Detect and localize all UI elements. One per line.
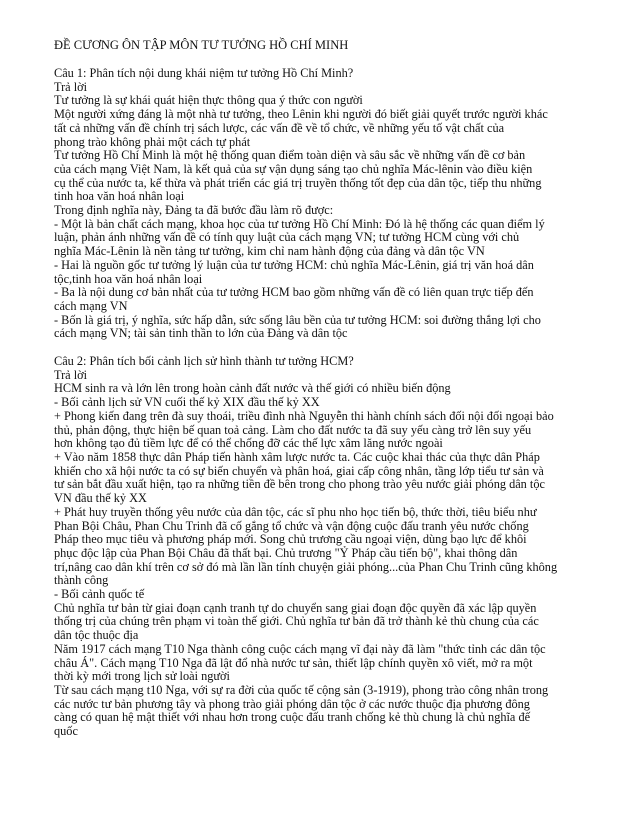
- text-line: Chủ nghĩa tư bản từ giai đoạn cạnh tranh tự do chuyển sang giai đoạn độc quyền đã xác lập quyền: [54, 600, 537, 615]
- text-line: trí,nâng cao dân khí trên cơ sở đó mà lần lần tính chuyện giải phóng...của Phan Chu Trinh cũng không: [54, 559, 558, 574]
- text-line: - Một là bản chất cách mạng, khoa học của tư tưởng Hồ Chí Minh: Đó là hệ thống các quan điểm lý: [54, 216, 545, 231]
- text-line: + Vào năm 1858 thực dân Pháp tiến hành xâm lược nước ta. Các cuộc khai thác của thực dân Pháp: [54, 449, 540, 464]
- text-line: Tư tưởng Hồ Chí Minh là một hệ thống quan điểm toàn diện và sâu sắc về những vấn đề cơ bản: [54, 148, 526, 163]
- document-title: ĐỀ CƯƠNG ÔN TẬP MÔN TƯ TƯỞNG HỒ CHÍ MINH: [54, 38, 349, 52]
- text-line: Câu 2: Phân tích bối cảnh lịch sử hình thành tư tưởng HCM?: [54, 354, 354, 369]
- text-line: cách mạng VN; tài sản tinh thần to lớn của Đảng và dân tộc: [54, 326, 348, 341]
- text-line: Phan Bội Châu, Phan Chu Trinh đã cố gắng tổ chức và vận động cuộc đấu tranh yêu nước chống: [54, 518, 529, 533]
- text-line: phục độc lập của Phan Bội Châu đã thất bại. Chủ trương "Ỷ Pháp cầu tiến bộ", khai thông dân: [54, 545, 518, 560]
- text-line: - Bối cảnh quốc tế: [54, 587, 145, 602]
- text-line: nghĩa Mác-Lênin là nền tảng tư tưởng, kim chỉ nam hành động của đảng và dân tộc VN: [54, 244, 485, 259]
- text-line: VN đầu thế kỷ XX: [54, 491, 147, 506]
- text-line: các nước tư bản phương tây và phong trào giải phóng dân tộc ở các nước thuộc địa phương đông: [54, 696, 530, 711]
- text-line: Tư tưởng là sự khái quát hiện thực thông qua ý thức con người: [54, 93, 363, 108]
- text-line: tinh hoa văn hoá nhân loại: [54, 189, 185, 204]
- text-line: Trả lời: [54, 79, 88, 94]
- text-line: châu Á". Cách mạng T10 Nga đã lật đổ nhà nước tư sản, thiết lập chính quyền xô viết, mở ra một: [54, 655, 533, 670]
- text-line: cách mạng VN: [54, 298, 128, 313]
- text-line: phong trào không phải một cách tự phát: [54, 134, 251, 149]
- question-1-section: [54, 67, 606, 341]
- text-line: + Phong kiến đang trên đà suy thoái, triều đình nhà Nguyễn thi hành chính sách đối nội đối ngoại bảo: [54, 408, 554, 423]
- text-line: hơn không tạo đủ tiềm lực để có thể chống đỡ các thế lực xâm lăng nước ngoài: [54, 436, 443, 451]
- text-line: - Hai là nguồn gốc tư tưởng lý luận của tư tưởng HCM: chủ nghĩa Mác-Lênin, giá trị văn hoá dân: [54, 257, 534, 272]
- text-line: + Phát huy truyền thống yêu nước của dân tộc, các sĩ phu nho học tiến bộ, thức thời, tiêu biểu như: [54, 504, 537, 519]
- text-line: Trả lời: [54, 367, 88, 382]
- text-line: Câu 1: Phân tích nội dung khái niệm tư tưởng Hồ Chí Minh?: [54, 66, 354, 80]
- text-line: Năm 1917 cách mạng T10 Nga thành công cuộc cách mạng vĩ đại này đã làm "thức tỉnh các dân tộc: [54, 641, 546, 656]
- text-line: tư sản bắt đầu xuất hiện, tạo ra những tiền đề bên trong cho phong trào yêu nước giải phóng dân tộc: [54, 477, 545, 492]
- text-line: Từ sau cách mạng t10 Nga, với sự ra đời của quốc tế cộng sản (3-1919), phong trào công nhân trong: [54, 682, 549, 697]
- question-2-section: [54, 355, 606, 739]
- text-line: thành công: [54, 573, 109, 588]
- text-line: khiến cho xã hội nước ta có sự biến chuyển và phân hoá, giai cấp công nhân, tầng lớp tiểu tư sản và: [54, 463, 544, 478]
- text-line: thống trị của chúng trên phạm vi toàn thế giới. Chủ nghĩa tư bản đã trở thành kẻ thù chung của các: [54, 614, 539, 629]
- text-line: Pháp theo mục tiêu và phương pháp mới. Song chủ trương cầu ngoại viện, dùng bạo lực để khôi: [54, 532, 527, 547]
- text-line: quốc: [54, 724, 78, 739]
- text-line: cụ thể của nước ta, kế thừa và phát triển các giá trị truyền thống tốt đẹp của dân tộc, tiếp thu những: [54, 175, 542, 190]
- text-line: càng có quan hệ mật thiết với nhau hơn trong cuộc đấu tranh chống kẻ thù chung là chủ nghĩa đế: [54, 710, 531, 725]
- text-line: luận, phản ánh những vấn đề có tính quy luật của cách mạng VN; tư tưởng HCM cùng với chủ: [54, 230, 520, 245]
- text-line: của cách mạng Việt Nam, là kết quả của sự vận dụng sáng tạo chủ nghĩa Mác-lênin vào điều kiện: [54, 161, 533, 176]
- text-line: - Bốn là giá trị, ý nghĩa, sức hấp dẫn, sức sống lâu bền của tư tưởng HCM: soi đường thắng lợi cho: [54, 312, 541, 327]
- section-gap: [54, 341, 606, 355]
- text-line: Trong định nghĩa này, Đảng ta đã bước đầu làm rõ được:: [54, 203, 334, 218]
- text-line: Một người xứng đáng là một nhà tư tưởng, theo Lênin khi người đó biết giải quyết trước người khác: [54, 107, 548, 122]
- text-line: tất cả những vấn đề chính trị sách lược, các vấn đề về tổ chức, về những yếu tố vật chất của: [54, 120, 505, 135]
- text-line: - Ba là nội dung cơ bản nhất của tư tưởng HCM bao gồm những vấn đề có liên quan trực tiếp đến: [54, 285, 534, 300]
- text-line: thủ, phản động, thực hiện bế quan toả cảng. Làm cho đất nước ta đã suy yếu càng trở lên suy yếu: [54, 422, 532, 437]
- text-line: - Bối cảnh lịch sử VN cuối thế kỷ XIX đầu thế kỷ XX: [54, 395, 320, 410]
- text-line: tộc,tinh hoa văn hoá nhân loại: [54, 271, 203, 286]
- text-line: thời kỳ mới trong lịch sử loài người: [54, 669, 230, 684]
- text-line: dân tộc thuộc địa: [54, 628, 139, 643]
- text-line: HCM sinh ra và lớn lên trong hoàn cảnh đất nước và thế giới có nhiều biến động: [54, 381, 451, 396]
